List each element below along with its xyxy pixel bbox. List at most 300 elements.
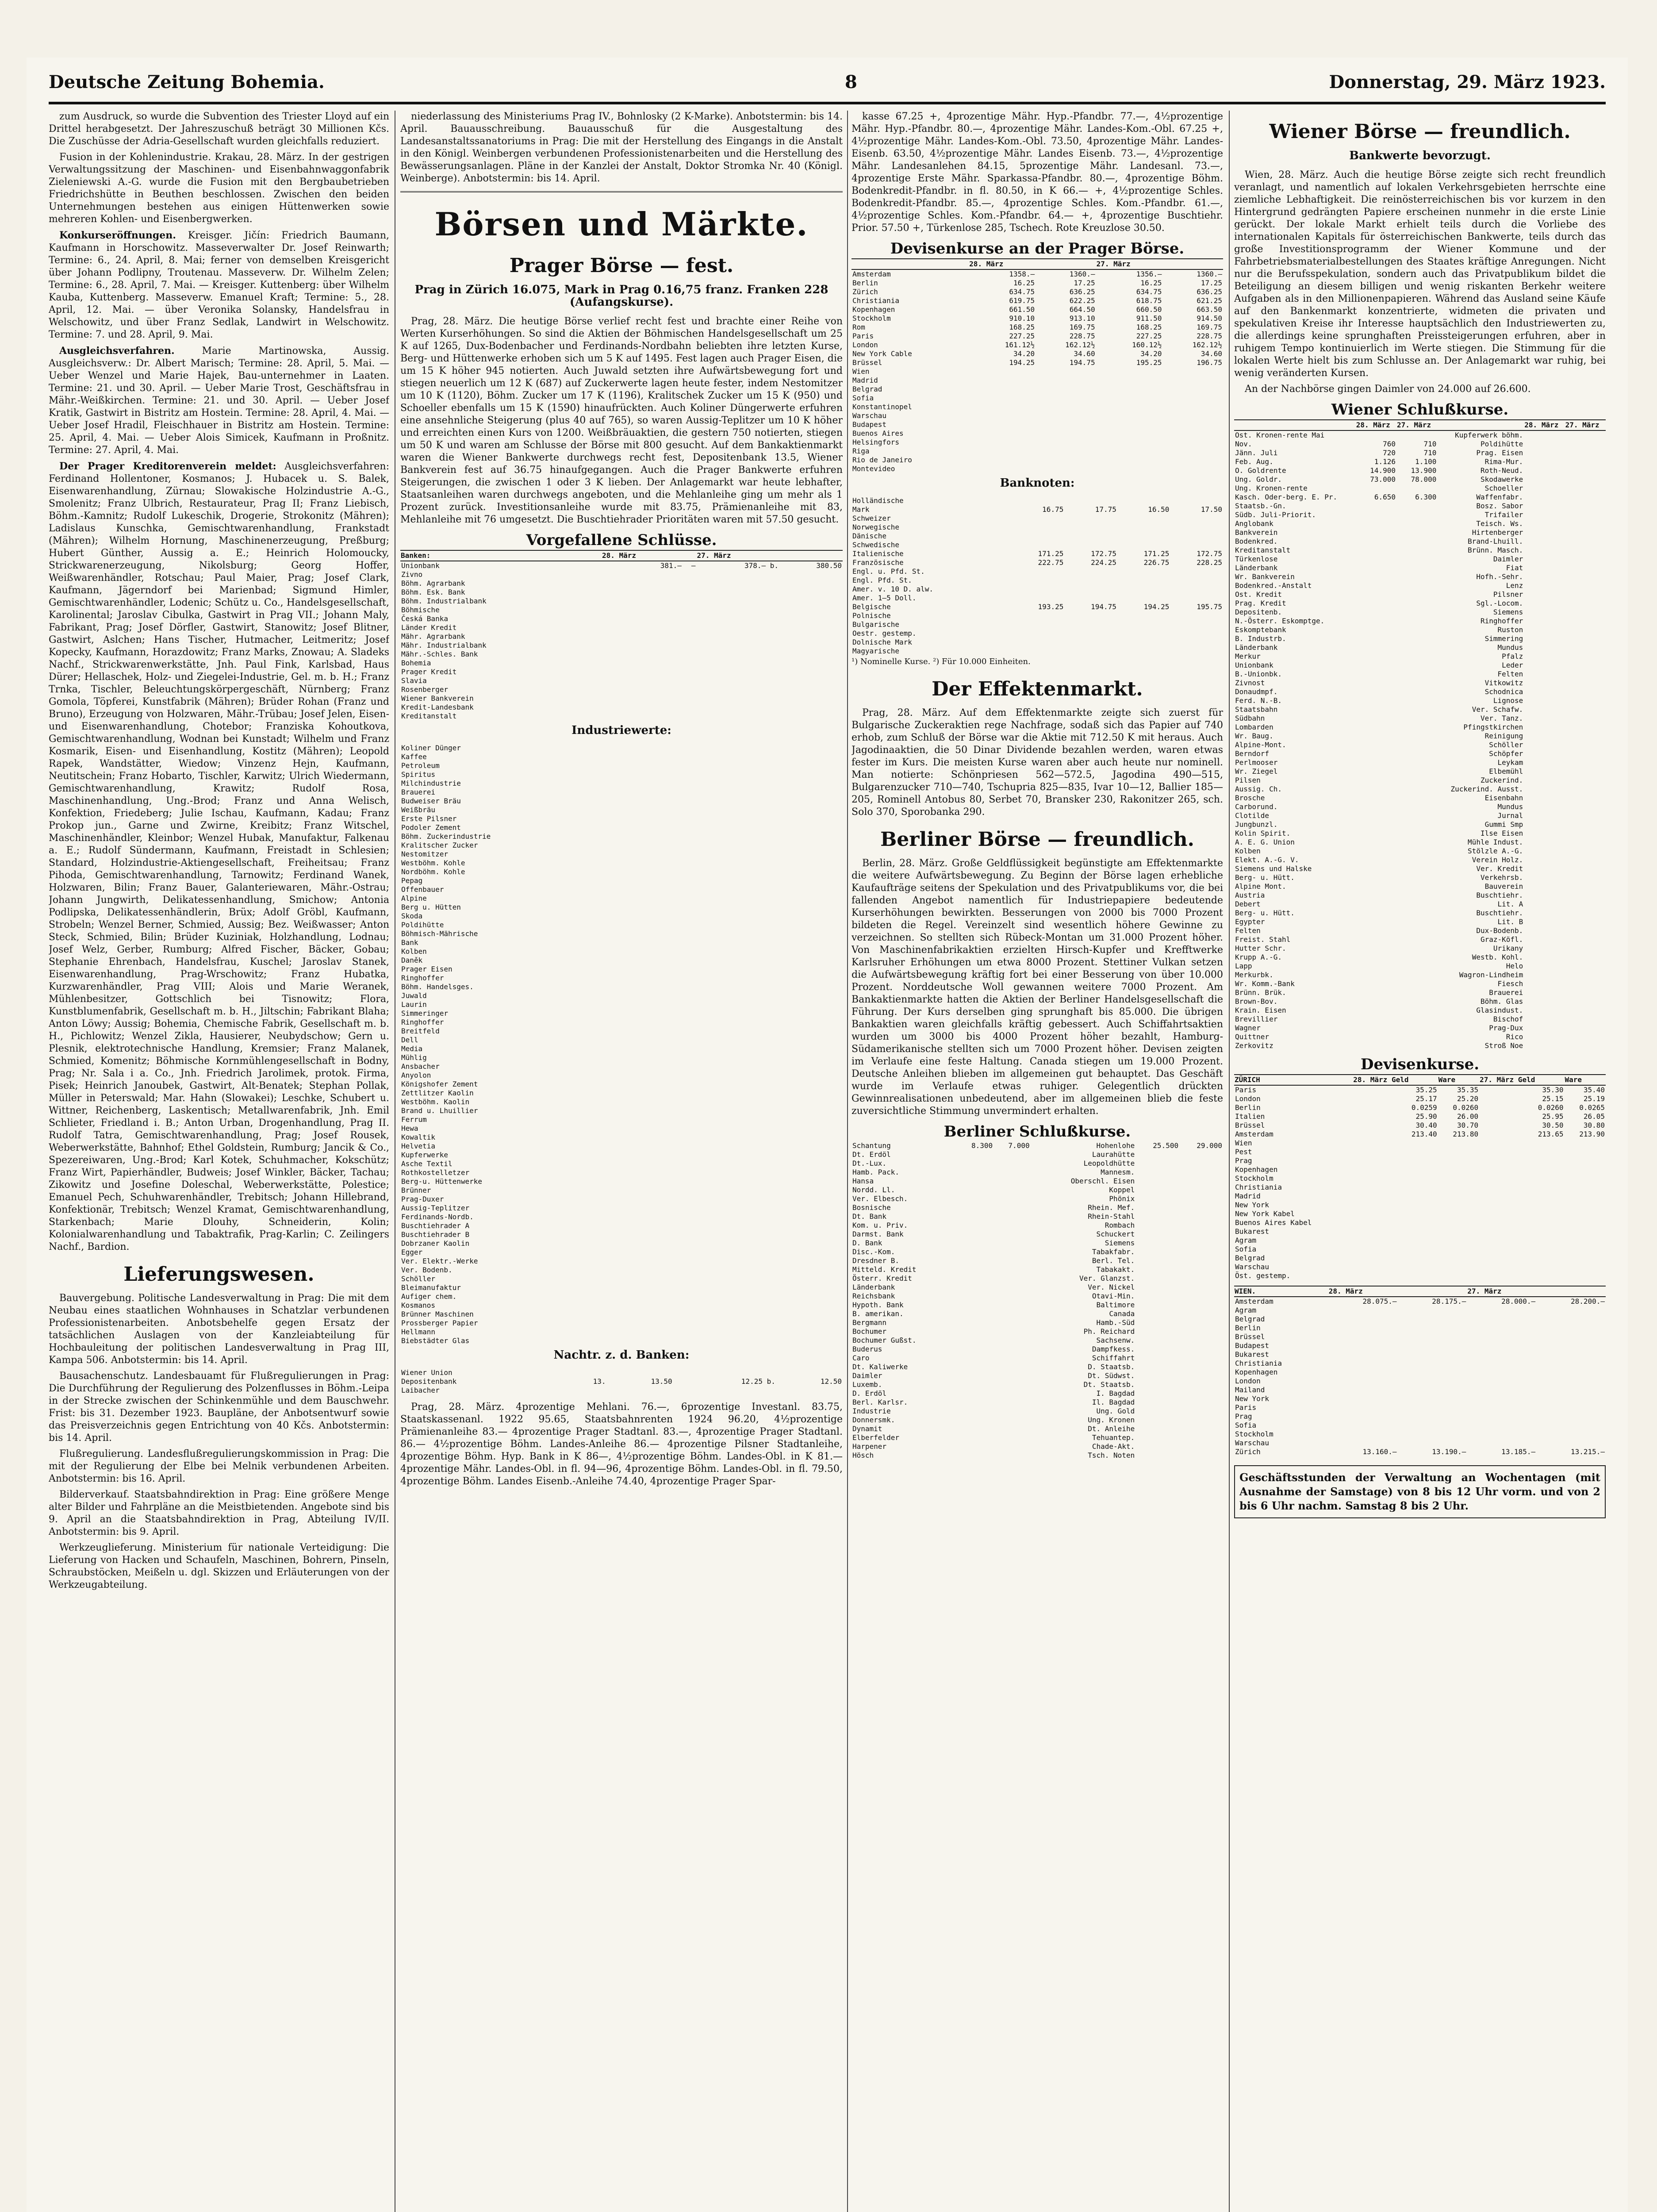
table-cell xyxy=(1356,537,1396,546)
table-cell xyxy=(1096,447,1163,456)
table-cell xyxy=(969,465,1036,473)
table-cell: Norwegische xyxy=(852,523,899,531)
table-cell: 35.35 xyxy=(1457,1086,1479,1094)
table-cell: Aufiger chem. xyxy=(401,1292,457,1301)
table-cell xyxy=(1565,988,1606,997)
table-cell xyxy=(1064,594,1117,603)
table-cell xyxy=(779,659,843,668)
table-cell: Poldihütte xyxy=(401,921,444,929)
table-cell xyxy=(957,1398,993,1407)
table-cell xyxy=(1565,749,1606,758)
table-cell: Kralitscher Zucker xyxy=(401,841,478,849)
table-cell xyxy=(1179,1407,1223,1416)
table-cell: Mähr. Industrialbank xyxy=(401,641,487,649)
table-cell xyxy=(1524,988,1565,997)
table-cell xyxy=(1328,1421,1398,1430)
table-cell: 17.75 xyxy=(1095,505,1116,514)
table-row xyxy=(1234,926,1606,935)
table-row xyxy=(852,1451,1223,1460)
office-hours-notice: Geschäftsstunden der Verwaltung an Wochentagen (mit Ausnahme der Samstage) von 8 bis 12 Uhr vorm. und von 2 bis 6 Uhr nachm. Samstag 8 bis 2 Uhr. xyxy=(1234,1465,1606,1518)
wien-text-2: An der Nachbörse gingen Daimler von 24.000 auf 26.600. xyxy=(1245,384,1531,395)
table-header-cell: 28. März xyxy=(1328,1286,1398,1297)
table-row xyxy=(400,894,843,903)
table-cell xyxy=(811,1080,819,1089)
table-cell: Bukarest xyxy=(1235,1227,1270,1236)
table-cell xyxy=(835,1248,843,1257)
table-cell xyxy=(1096,456,1163,465)
table-cell: 910.10 xyxy=(1009,314,1035,323)
table-row xyxy=(400,1257,843,1266)
table-cell xyxy=(1438,1201,1479,1210)
table-cell xyxy=(602,606,683,614)
table-row xyxy=(1234,962,1606,971)
table-cell: Schiffahrt xyxy=(1092,1354,1135,1362)
table-cell: Mähr. Agrarbank xyxy=(401,632,465,641)
table-cell: Holländische xyxy=(852,496,904,505)
table-cell xyxy=(993,1283,1030,1292)
table-cell xyxy=(993,1416,1030,1425)
table-cell xyxy=(1179,1292,1223,1301)
table-row xyxy=(852,332,1223,341)
table-cell xyxy=(1356,891,1396,900)
table-row xyxy=(400,814,843,823)
table-cell: 194.75 xyxy=(1069,358,1095,367)
table-cell xyxy=(1135,1301,1179,1310)
closing-table xyxy=(400,550,843,721)
table-cell xyxy=(827,779,835,788)
table-cell xyxy=(993,1221,1030,1230)
table-row xyxy=(852,1389,1223,1398)
table-cell: Bank xyxy=(401,938,418,947)
table-cell xyxy=(1565,723,1606,732)
table-cell xyxy=(1179,1203,1223,1212)
table-cell xyxy=(1524,617,1565,626)
bond-text: Prag, 28. März. 4prozentige Mehlani. 76.—, 6prozentige Investanl. 83.75, Staatskassenanl. 1922 95.65, Staatsbahnrenten 1924 96.20, 4½prozentige Prämienanleihe 83.— 4prozentige Prager Stadtanl. 83.—, 4prozentige Prager Stadtanl. 86.— 4½prozentige Böhm. Landes-Anleihe 86.— 4prozentige Pilsner Stadtanleihe, 4prozentige Böhm. Hyp. Bank in K 86—, 4½prozentige Böhm. Landes-Obl. in K 81.— 4prozentige Mähr. Landes-Obl. in fl. 94—96, 4prozentige Böhm. Landes-Obl. in fl. 79.50, 4prozentige Böhm. Landes Eisenb.-Anleihe 74.40, 4prozentige Prager Spar- xyxy=(400,1402,843,1487)
table-cell xyxy=(957,1265,993,1274)
table-cell: Bosz. Sabor xyxy=(1476,502,1523,510)
table-cell xyxy=(1396,988,1437,997)
table-header-cell: 27. März xyxy=(1565,420,1606,430)
table-cell: Budapest xyxy=(852,420,887,429)
table-cell xyxy=(1565,732,1606,741)
table-cell: 30.40 xyxy=(1415,1121,1437,1129)
table-header-cell xyxy=(779,550,843,561)
table-cell xyxy=(1565,581,1606,590)
table-cell: Sgl.-Locom. xyxy=(1476,599,1523,607)
table-cell xyxy=(1565,493,1606,502)
table-row xyxy=(852,1203,1223,1212)
table-cell xyxy=(811,876,819,885)
table-row xyxy=(852,296,1223,305)
table-cell xyxy=(1565,785,1606,794)
table-cell xyxy=(1179,1230,1223,1239)
table-cell xyxy=(819,903,827,912)
table-row xyxy=(400,659,843,668)
table-cell xyxy=(811,823,819,832)
table-cell xyxy=(1353,1210,1438,1218)
table-cell xyxy=(1135,1345,1179,1354)
table-row xyxy=(1234,1324,1606,1333)
table-cell xyxy=(565,1386,607,1395)
table-cell xyxy=(1356,935,1396,944)
table-cell xyxy=(683,614,697,623)
table-cell xyxy=(1396,882,1437,891)
table-cell xyxy=(1524,564,1565,572)
table-cell: 8.300 xyxy=(971,1141,993,1150)
table-cell xyxy=(1524,466,1565,475)
table-cell xyxy=(1396,900,1437,909)
table-row xyxy=(852,585,1223,594)
table-cell: Budapest xyxy=(1235,1341,1270,1350)
table-cell xyxy=(696,694,779,703)
table-cell xyxy=(1479,1174,1564,1183)
table-cell: Konstantinopel xyxy=(852,403,912,411)
table-cell xyxy=(1524,847,1565,856)
table-cell xyxy=(1135,1203,1179,1212)
table-cell xyxy=(835,1319,843,1328)
table-cell xyxy=(827,1168,835,1177)
table-cell xyxy=(827,1124,835,1133)
table-cell xyxy=(969,447,1036,456)
table-row xyxy=(1234,1403,1606,1412)
table-cell: Dolnische Mark xyxy=(852,638,912,646)
table-cell xyxy=(1565,918,1606,926)
table-cell xyxy=(1536,1386,1606,1394)
table-cell: Amsterdam xyxy=(1235,1130,1273,1138)
table-cell xyxy=(1135,1150,1179,1159)
table-cell xyxy=(827,1160,835,1168)
table-row xyxy=(400,1377,843,1386)
table-cell xyxy=(827,744,835,753)
wien-schluss-title: Wiener Schlußkurse. xyxy=(1331,401,1509,419)
table-cell xyxy=(993,1327,1030,1336)
table-cell xyxy=(1356,528,1396,537)
table-cell xyxy=(811,894,819,903)
table-cell xyxy=(1356,430,1396,440)
table-cell xyxy=(1565,449,1606,457)
table-cell xyxy=(811,1319,819,1328)
table-cell: Kreditanstalt xyxy=(1235,546,1291,554)
table-cell xyxy=(811,1009,819,1018)
table-cell xyxy=(1356,864,1396,873)
table-row xyxy=(400,1018,843,1027)
table-cell xyxy=(1396,749,1437,758)
table-cell xyxy=(827,1204,835,1213)
table-cell: Zerkovitz xyxy=(1235,1041,1273,1050)
table-cell xyxy=(1328,1439,1398,1448)
table-cell xyxy=(1356,502,1396,511)
table-cell xyxy=(1479,1236,1564,1245)
table-cell xyxy=(779,588,843,597)
table-row xyxy=(400,1310,843,1319)
table-header-cell xyxy=(683,550,697,561)
table-cell xyxy=(1396,705,1437,714)
tender-paragraph: Werkzeuglieferung. Ministerium für nationale Verteidigung: Die Lieferung von Hacken und Schaufeln, Maschinen, Bohrern, Pinseln, Schraubstöcken, Meißeln u. dgl. Skizzen und Erläuterungen von der Werkzeugabteilung. xyxy=(49,1542,389,1590)
column-4 xyxy=(1234,111,1606,2212)
table-cell xyxy=(1170,541,1223,549)
table-cell: N.-Österr. Eskomptge. xyxy=(1235,617,1325,625)
table-row xyxy=(852,1407,1223,1416)
table-row xyxy=(1234,1210,1606,1218)
table-row xyxy=(1234,608,1606,617)
table-cell xyxy=(1565,741,1606,749)
section-title-konkurs: Konkurseröffnungen. xyxy=(59,230,176,241)
table-row xyxy=(1234,1350,1606,1359)
table-cell: Berg-u. Hüttenwerke xyxy=(401,1177,483,1186)
table-cell xyxy=(1356,670,1396,679)
table-cell: Amer. v. 10 D. alw. xyxy=(852,585,934,593)
table-row xyxy=(1234,838,1606,847)
table-cell xyxy=(1565,838,1606,847)
table-row xyxy=(1234,953,1606,962)
table-cell xyxy=(819,868,827,876)
table-cell xyxy=(1170,576,1223,585)
table-cell xyxy=(957,1442,993,1451)
table-cell: 73.000 xyxy=(1370,475,1396,484)
table-row xyxy=(400,1098,843,1106)
section-title-lieferungswesen: Lieferungswesen. xyxy=(123,1263,315,1286)
table-cell xyxy=(1356,634,1396,643)
table-cell: 194.75 xyxy=(1091,603,1116,611)
table-row xyxy=(400,1368,843,1377)
table-cell xyxy=(827,788,835,797)
table-cell xyxy=(1524,794,1565,803)
table-cell: Zürich xyxy=(1235,1448,1261,1456)
table-row xyxy=(852,394,1223,403)
table-cell: Böhm. Agrarbank xyxy=(401,579,465,588)
table-cell xyxy=(1064,638,1117,647)
table-cell: Königshofer Zement xyxy=(401,1080,478,1088)
table-cell: Tsch. Noten xyxy=(1088,1451,1135,1459)
table-row xyxy=(1234,1236,1606,1245)
table-cell xyxy=(1179,1354,1223,1363)
table-row xyxy=(852,1221,1223,1230)
table-cell xyxy=(819,1336,827,1345)
table-cell xyxy=(957,1310,993,1318)
table-row xyxy=(1234,696,1606,705)
table-cell xyxy=(1565,572,1606,581)
table-cell xyxy=(1524,475,1565,484)
table-cell xyxy=(1064,514,1117,523)
table-cell xyxy=(1356,979,1396,988)
table-cell xyxy=(696,712,779,721)
table-cell xyxy=(779,623,843,632)
table-cell: Petroleum xyxy=(401,761,440,770)
table-cell: Böhm. Zuckerindustrie xyxy=(401,832,491,841)
table-cell xyxy=(1398,1403,1467,1412)
table-cell: 378.— b. xyxy=(744,561,779,570)
table-row xyxy=(1234,1024,1606,1033)
table-cell xyxy=(1565,661,1606,670)
table-cell xyxy=(811,1062,819,1071)
table-cell: 660.50 xyxy=(1136,305,1162,314)
table-cell xyxy=(827,912,835,921)
table-cell: Amsterdam xyxy=(1235,1297,1273,1306)
table-cell xyxy=(835,744,843,753)
table-cell: Dt. Staatsb. xyxy=(1083,1380,1135,1389)
table-cell: Brauerei xyxy=(401,788,436,796)
table-cell xyxy=(1117,638,1170,647)
table-row xyxy=(852,567,1223,576)
table-cell: 636.25 xyxy=(1197,288,1222,296)
table-cell xyxy=(1524,493,1565,502)
table-cell xyxy=(1328,1377,1398,1386)
table-cell xyxy=(993,1433,1030,1442)
table-cell xyxy=(819,1142,827,1151)
table-row xyxy=(1234,803,1606,811)
table-cell xyxy=(1396,732,1437,741)
table-cell xyxy=(957,1451,993,1460)
table-cell xyxy=(1179,1159,1223,1168)
table-cell xyxy=(993,1354,1030,1363)
table-cell xyxy=(819,1000,827,1009)
table-cell xyxy=(1524,502,1565,511)
table-cell xyxy=(819,761,827,770)
table-cell: Zivnost xyxy=(1235,679,1265,687)
table-cell xyxy=(1096,411,1163,420)
table-cell xyxy=(1179,1150,1223,1159)
table-cell xyxy=(1536,1439,1606,1448)
table-cell xyxy=(969,403,1036,411)
table-cell xyxy=(1479,1263,1564,1271)
table-row xyxy=(1234,679,1606,687)
table-row xyxy=(852,558,1223,567)
table-cell xyxy=(1328,1306,1398,1315)
table-cell xyxy=(1356,909,1396,918)
table-cell xyxy=(1353,1227,1438,1236)
table-row xyxy=(400,1045,843,1053)
table-cell xyxy=(683,579,697,588)
table-cell xyxy=(1356,944,1396,953)
table-cell xyxy=(1396,1024,1437,1033)
table-cell xyxy=(827,1151,835,1160)
table-cell xyxy=(1179,1425,1223,1433)
table-cell xyxy=(993,1248,1030,1256)
table-row xyxy=(400,1071,843,1080)
table-cell: Lenz xyxy=(1506,581,1523,590)
table-cell: Bodenkred. xyxy=(1235,537,1278,545)
table-row xyxy=(400,1080,843,1089)
table-cell xyxy=(1398,1324,1467,1333)
table-row xyxy=(400,1239,843,1248)
table-cell xyxy=(779,614,843,623)
table-cell: 1356.— xyxy=(1136,270,1162,278)
table-row xyxy=(1234,944,1606,953)
table-cell xyxy=(1565,1174,1606,1183)
table-cell xyxy=(1396,564,1437,572)
table-cell xyxy=(811,753,819,761)
table-cell: Kredit-Landesbank xyxy=(401,703,474,711)
table-row xyxy=(852,514,1223,523)
table-cell xyxy=(1036,456,1096,465)
table-cell xyxy=(835,850,843,859)
table-cell xyxy=(1135,1159,1179,1168)
table-cell xyxy=(1356,1006,1396,1015)
table-row xyxy=(852,1425,1223,1433)
table-cell xyxy=(1396,776,1437,785)
table-cell: 29.000 xyxy=(1197,1141,1222,1150)
table-row xyxy=(400,912,843,921)
table-cell xyxy=(1356,546,1396,555)
table-cell: Hansa xyxy=(852,1177,874,1185)
table-row xyxy=(400,1221,843,1230)
table-cell: 226.75 xyxy=(1143,558,1170,567)
table-cell xyxy=(1179,1221,1223,1230)
table-cell: Dampfkess. xyxy=(1092,1345,1135,1353)
table-cell xyxy=(779,668,843,676)
table-cell xyxy=(835,1257,843,1266)
article-ausgleich xyxy=(49,345,389,457)
table-cell xyxy=(1565,1218,1606,1227)
table-cell xyxy=(1524,803,1565,811)
table-cell xyxy=(1524,962,1565,971)
table-cell xyxy=(811,1328,819,1336)
table-cell xyxy=(993,1336,1030,1345)
table-cell xyxy=(1565,1041,1606,1050)
table-row xyxy=(1234,634,1606,643)
table-row xyxy=(1234,714,1606,723)
table-cell xyxy=(827,859,835,868)
table-cell xyxy=(683,588,697,597)
table-cell: O. Goldrente xyxy=(1235,466,1286,475)
table-cell xyxy=(1179,1194,1223,1203)
table-cell: Dobrzaner Kaolin xyxy=(401,1239,470,1248)
table-cell: Hofh.-Sehr. xyxy=(1476,572,1523,581)
table-cell xyxy=(1179,1248,1223,1256)
table-cell: 224.25 xyxy=(1091,558,1116,567)
table-cell xyxy=(811,1053,819,1062)
table-cell: Anglobank xyxy=(1235,519,1273,528)
table-cell: Bukarest xyxy=(1235,1350,1270,1359)
table-row xyxy=(400,597,843,606)
table-cell xyxy=(1479,1271,1564,1280)
table-cell xyxy=(1524,741,1565,749)
table-cell: Ver. Nickel xyxy=(1088,1283,1135,1291)
table-cell xyxy=(1396,626,1437,634)
table-cell: Bankverein xyxy=(1235,528,1278,537)
table-cell xyxy=(1036,385,1096,394)
table-cell: Nordböhm. Kohle xyxy=(401,868,465,876)
table-cell: Daimler xyxy=(852,1371,882,1380)
table-cell xyxy=(819,1160,827,1168)
table-cell xyxy=(1179,1442,1223,1451)
table-cell xyxy=(1536,1368,1606,1377)
table-row xyxy=(400,1283,843,1292)
table-cell xyxy=(1353,1165,1438,1174)
table-cell xyxy=(1524,484,1565,493)
page-header xyxy=(49,66,1606,104)
table-row xyxy=(400,1036,843,1045)
table-cell xyxy=(835,1018,843,1027)
table-cell: Depositenbank xyxy=(401,1377,457,1386)
table-row xyxy=(1234,1006,1606,1015)
table-row xyxy=(400,588,843,597)
table-row xyxy=(400,1151,843,1160)
table-cell xyxy=(1524,528,1565,537)
table-row xyxy=(852,1159,1223,1168)
table-cell xyxy=(1179,1380,1223,1389)
table-cell: Zettlitzer Kaolin xyxy=(401,1089,474,1097)
table-row xyxy=(400,797,843,806)
table-cell xyxy=(1117,594,1170,603)
table-cell xyxy=(827,806,835,814)
table-cell: 26.00 xyxy=(1457,1112,1479,1121)
table-cell xyxy=(1012,567,1065,576)
table-cell xyxy=(811,841,819,850)
table-cell: Siemens xyxy=(1493,608,1523,616)
table-cell: Mühle Indust. xyxy=(1468,838,1523,846)
table-cell xyxy=(1135,1416,1179,1425)
